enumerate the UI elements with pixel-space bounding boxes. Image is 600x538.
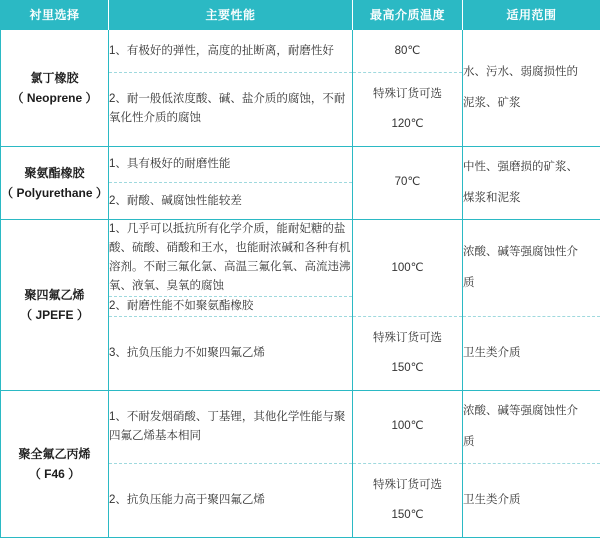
temperature-line: 80℃ <box>353 42 462 61</box>
application-line: 中性、强磨损的矿浆、 <box>463 158 600 177</box>
application-line: 浓酸、碱等强腐蚀性介 <box>463 402 600 421</box>
cell-temperature-2 <box>353 73 463 147</box>
material-name-cn: 聚氨酯橡胶 <box>24 166 84 180</box>
cell-material-neoprene <box>1 30 109 146</box>
cell-performance-2: 2、抗负压能力高于聚四氟乙烯 <box>109 464 353 538</box>
cell-temperature-2 <box>353 317 463 391</box>
cell-performance-2: 2、耐一般低浓度酸、碱、盐介质的腐蚀，不耐氧化性介质的腐蚀 <box>109 73 353 147</box>
application-line: 卫生类介质 <box>463 344 600 363</box>
cell-performance-2: 2、耐酸、碱腐蚀性能较差 <box>109 183 353 220</box>
column-header-lining: 衬里选择 <box>1 0 109 30</box>
application-line: 质 <box>463 274 600 293</box>
material-name-cn: 聚四氟乙烯 <box>24 288 84 302</box>
cell-temperature-2 <box>353 464 463 538</box>
application-line: 煤浆和泥浆 <box>463 189 600 208</box>
temperature-line: 特殊订货可选 <box>353 329 462 348</box>
cell-performance-1: 1、具有极好的耐磨性能 <box>109 146 353 183</box>
temperature-line: 120℃ <box>353 115 462 134</box>
cell-performance-3: 3、抗负压能力不如聚四氟乙烯 <box>109 317 353 391</box>
column-header-max-temperature: 最高介质温度 <box>353 0 463 30</box>
column-header-performance: 主要性能 <box>109 0 353 30</box>
cell-temperature-polyurethane <box>353 146 463 220</box>
material-name-en: （ F46 ） <box>1 464 108 484</box>
cell-application-polyurethane <box>463 146 600 220</box>
table-header <box>1 0 600 30</box>
cell-temperature-1 <box>353 30 463 73</box>
cell-performance-2: 2、耐磨性能不如聚氨酯橡胶 <box>109 297 353 317</box>
cell-application-2 <box>463 317 600 391</box>
cell-material-jpefe <box>1 220 109 391</box>
cell-performance-1: 1、不耐发烟硝酸、丁基锂，其他化学性能与聚四氟乙烯基本相同 <box>109 390 353 464</box>
cell-application-1 <box>463 220 600 317</box>
material-name-en: （ JPEFE ） <box>1 305 108 325</box>
cell-temperature-1 <box>353 220 463 317</box>
temperature-line: 100℃ <box>353 417 462 436</box>
material-name-en: （ Polyurethane ） <box>1 183 108 203</box>
material-name-en: （ Neoprene ） <box>1 88 108 108</box>
temperature-line: 150℃ <box>353 506 462 525</box>
table-row <box>1 146 600 183</box>
column-header-application: 适用范围 <box>463 0 600 30</box>
cell-performance-1: 1、有极好的弹性，高度的扯断离，耐磨性好 <box>109 30 353 73</box>
material-name-cn: 聚全氟乙丙烯 <box>18 447 90 461</box>
temperature-line: 特殊订货可选 <box>353 476 462 495</box>
table-body <box>1 30 600 537</box>
table-header-row <box>1 0 600 30</box>
application-line: 质 <box>463 433 600 452</box>
material-name-cn: 氯丁橡胶 <box>30 71 78 85</box>
cell-material-polyurethane <box>1 146 109 220</box>
temperature-line: 特殊订货可选 <box>353 85 462 104</box>
cell-application-2 <box>463 464 600 538</box>
cell-performance-1: 1、几乎可以抵抗所有化学介质，能耐妃糖的盐酸、硫酸、硝酸和王水，也能耐浓碱和各种有机溶剂。不耐三氟化氯、高温三氟化氧、高流违沸氧、液氧、臭氧的腐蚀 <box>109 220 353 297</box>
cell-material-f46 <box>1 390 109 537</box>
temperature-line: 100℃ <box>353 259 462 278</box>
application-line: 浓酸、碱等强腐蚀性介 <box>463 243 600 262</box>
application-line: 卫生类介质 <box>463 491 600 510</box>
table-row <box>1 30 600 73</box>
cell-application-neoprene <box>463 30 600 146</box>
application-line: 泥浆、矿浆 <box>463 94 600 113</box>
application-line: 水、污水、弱腐损性的 <box>463 63 600 82</box>
temperature-line: 150℃ <box>353 359 462 378</box>
table-row <box>1 220 600 297</box>
temperature-line: 70℃ <box>353 173 462 192</box>
